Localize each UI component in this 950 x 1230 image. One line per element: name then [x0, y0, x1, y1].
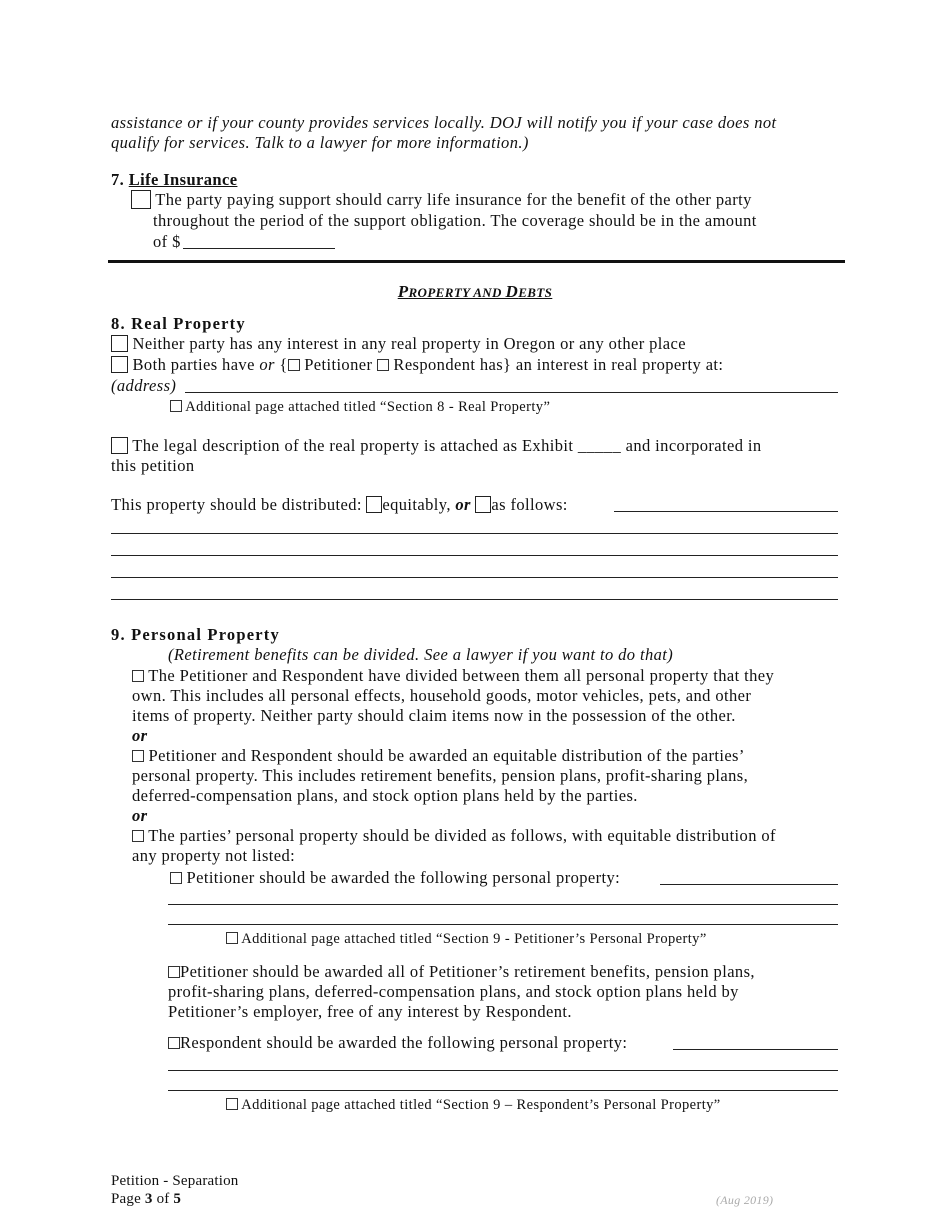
legal-description-text-2: this petition: [111, 456, 195, 475]
distribution-line-4[interactable]: [111, 577, 838, 578]
petitioner-attach-checkbox[interactable]: [226, 932, 238, 944]
retirement-text-2: profit-sharing plans, deferred-compensation plans, and stock option plans held by: [168, 982, 739, 1001]
distribution-line-2[interactable]: [111, 533, 838, 534]
section-8-heading: 8. Real Property: [111, 314, 246, 333]
legal-description-checkbox[interactable]: [111, 437, 128, 454]
respondent-award-field[interactable]: [673, 1049, 838, 1050]
equitable-text-2: personal property. This includes retirement benefits, pension plans, profit-sharing plans,: [132, 766, 749, 785]
as-follows-checkbox[interactable]: [475, 496, 491, 513]
already-divided-checkbox[interactable]: [132, 670, 144, 682]
life-insurance-checkbox[interactable]: [131, 190, 151, 209]
section-7-heading: 7. Life Insurance: [111, 170, 238, 189]
personal-property-option-divided: The Petitioner and Respondent have divided between them all personal property that they: [132, 666, 774, 686]
equitably-checkbox[interactable]: [366, 496, 382, 513]
personal-property-option-as-follows: The parties’ personal property should be divided as follows, with equitable distribution of: [132, 826, 776, 846]
respondent-award-line-3[interactable]: [168, 1090, 838, 1091]
legal-description-option: The legal description of the real property is attached as Exhibit _____ and incorporated in: [111, 436, 762, 456]
distribution-option: This property should be distributed: equitably, or as follows:: [111, 495, 568, 514]
address-label: (address): [111, 376, 177, 395]
petitioner-award-line-2[interactable]: [168, 904, 838, 905]
petitioner-retirement-option: Petitioner should be awarded all of Petitioner’s retirement benefits, pension plans,: [168, 962, 755, 982]
divided-text-2: own. This includes all personal effects, household goods, motor vehicles, pets, and other: [132, 686, 752, 705]
divided-text-3: items of property. Neither party should claim items now in the possession of the other.: [132, 706, 736, 725]
real-property-attach-option: Additional page attached titled “Section 8 - Real Property”: [170, 397, 550, 417]
amount-field[interactable]: [183, 248, 335, 249]
respondent-award-line-2[interactable]: [168, 1070, 838, 1071]
life-insurance-option: The party paying support should carry life insurance for the benefit of the other party: [131, 190, 752, 210]
petitioner-award-field[interactable]: [660, 884, 838, 885]
distribution-line-3[interactable]: [111, 555, 838, 556]
real-property-option-none: Neither party has any interest in any real property in Oregon or any other place: [111, 334, 686, 354]
address-field[interactable]: [185, 392, 838, 393]
life-insurance-amount: of $: [153, 232, 181, 251]
petitioner-attach-option: Additional page attached titled “Section 9 - Petitioner’s Personal Property”: [226, 929, 707, 949]
petitioner-award-option: Petitioner should be awarded the following personal property:: [170, 868, 620, 888]
footer-page-number: Page 3 of 5: [111, 1191, 182, 1207]
divided-as-follows-checkbox[interactable]: [132, 830, 144, 842]
distribution-field[interactable]: [614, 511, 838, 512]
section-9-heading: 9. Personal Property: [111, 625, 280, 644]
distribution-line-5[interactable]: [111, 599, 838, 600]
retirement-text-3: Petitioner’s employer, free of any interest by Respondent.: [168, 1002, 572, 1021]
neither-party-checkbox[interactable]: [111, 335, 128, 352]
as-follows-text-2: any property not listed:: [132, 846, 296, 865]
petitioner-award-checkbox[interactable]: [170, 872, 182, 884]
footer-form-name: Petition - Separation: [111, 1173, 239, 1189]
property-and-debts-heading: PROPERTY AND DEBTS: [397, 282, 553, 301]
intro-text: assistance or if your county provides services locally. DOJ will notify you if your case does not qualify for services. Talk to a lawyer for more information.): [111, 113, 777, 152]
respondent-attach-option: Additional page attached titled “Section 9 – Respondent’s Personal Property”: [226, 1095, 721, 1115]
retirement-note: (Retirement benefits can be divided. See a lawyer if you want to do that): [168, 645, 674, 664]
section-divider: [108, 260, 845, 263]
petitioner-checkbox[interactable]: [288, 359, 300, 371]
respondent-checkbox[interactable]: [377, 359, 389, 371]
life-insurance-text-2: throughout the period of the support obligation. The coverage should be in the amount: [153, 211, 757, 230]
footer-revision-date: (Aug 2019): [716, 1193, 774, 1207]
both-parties-checkbox[interactable]: [111, 356, 128, 373]
equitable-text-3: deferred-compensation plans, and stock option plans held by the parties.: [132, 786, 638, 805]
or-separator-1: or: [132, 726, 148, 745]
or-separator-2: or: [132, 806, 148, 825]
respondent-attach-checkbox[interactable]: [226, 1098, 238, 1110]
real-property-option-interest: Both parties have or { Petitioner Respondent has} an interest in real property at:: [111, 355, 723, 375]
equitable-distribution-checkbox[interactable]: [132, 750, 144, 762]
petitioner-award-line-3[interactable]: [168, 924, 838, 925]
personal-property-option-equitable: Petitioner and Respondent should be awarded an equitable distribution of the parties’: [132, 746, 745, 766]
real-property-attach-checkbox[interactable]: [170, 400, 182, 412]
respondent-award-checkbox[interactable]: [168, 1037, 180, 1049]
petitioner-retirement-checkbox[interactable]: [168, 966, 180, 978]
respondent-award-option: Respondent should be awarded the following personal property:: [168, 1033, 627, 1053]
